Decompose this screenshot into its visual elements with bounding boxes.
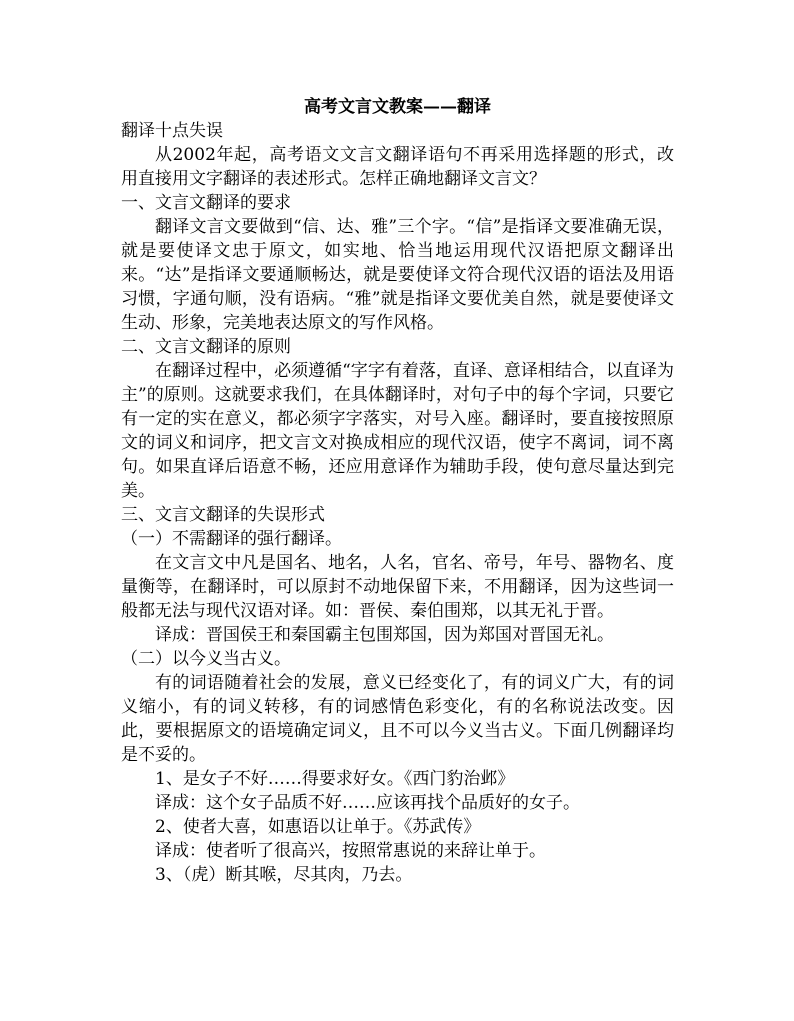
- subsection-2-body: 有的词语随着社会的发展，意义已经变化了，有的词义广大，有的词义缩小，有的词义转移，有的词感情色彩变化，有的名称说法改变。因此，要根据原文的语境确定词义，且不可以今义当古义。下面几例翻译均是不妥的。: [121, 673, 674, 765]
- section-3-heading: 三、文言文翻译的失误形式: [121, 505, 325, 525]
- section-1-heading: 一、文言文翻译的要求: [121, 193, 291, 213]
- intro-paragraph: 从2002年起，高考语文文言文翻译语句不再采用选择题的形式，改用直接用文字翻译的表述形式。怎样正确地翻译文言文？: [121, 145, 674, 189]
- example-2: 2、使者大喜，如惠语以让单于。《苏武传》: [155, 817, 481, 837]
- example-1-translation: 译成：这个女子品质不好……应该再找个品质好的女子。: [155, 793, 580, 813]
- example-1: 1、是女子不好……得要求好女。《西门豹治邺》: [155, 769, 515, 789]
- document-title: 高考文言文教案——翻译: [304, 97, 491, 117]
- section-1-body: 翻译文言文要做到“信、达、雅”三个字。“信”是指译文要准确无误，就是要使译文忠于原文，如实地、恰当地运用现代汉语把原文翻译出来。“达”是指译文要通顺畅达，就是要使译文符合现代汉语的语法及用语习惯，字通句顺，没有语病。“雅”就是指译文要优美自然，就是要使译文生动、形象，完美地表达原文的写作风格。: [121, 217, 674, 333]
- section-2-body: 在翻译过程中，必须遵循“字字有着落，直译、意译相结合，以直译为主”的原则。这就要求我们，在具体翻译时，对句子中的每个字词，只要它有一定的实在意义，都必须字字落实，对号入座。翻译时，要直接按照原文的词义和词序，把文言文对换成相应的现代汉语，使字不离词，词不离句。如果直译后语意不畅，还应用意译作为辅助手段，使句意尽量达到完美。: [121, 361, 674, 501]
- subsection-2-heading: （二）以今义当古义。: [121, 649, 291, 669]
- example-2-translation: 译成：使者听了很高兴，按照常惠说的来辞让单于。: [155, 841, 546, 861]
- example-3: 3、（虎）断其喉，尽其肉，乃去。: [155, 865, 413, 885]
- document-subtitle: 翻译十点失误: [121, 121, 223, 141]
- subsection-1-heading: （一）不需翻译的强行翻译。: [121, 529, 342, 549]
- section-2-heading: 二、文言文翻译的原则: [121, 337, 291, 357]
- subsection-1-translation: 译成：晋国侯王和秦国霸主包围郑国，因为郑国对晋国无礼。: [155, 625, 614, 645]
- subsection-1-body: 在文言文中凡是国名、地名，人名，官名、帝号，年号、器物名、度量衡等，在翻译时，可以原封不动地保留下来，不用翻译，因为这些词一般都无法与现代汉语对译。如：晋侯、秦伯围郑，以其无礼于晋。: [121, 553, 674, 621]
